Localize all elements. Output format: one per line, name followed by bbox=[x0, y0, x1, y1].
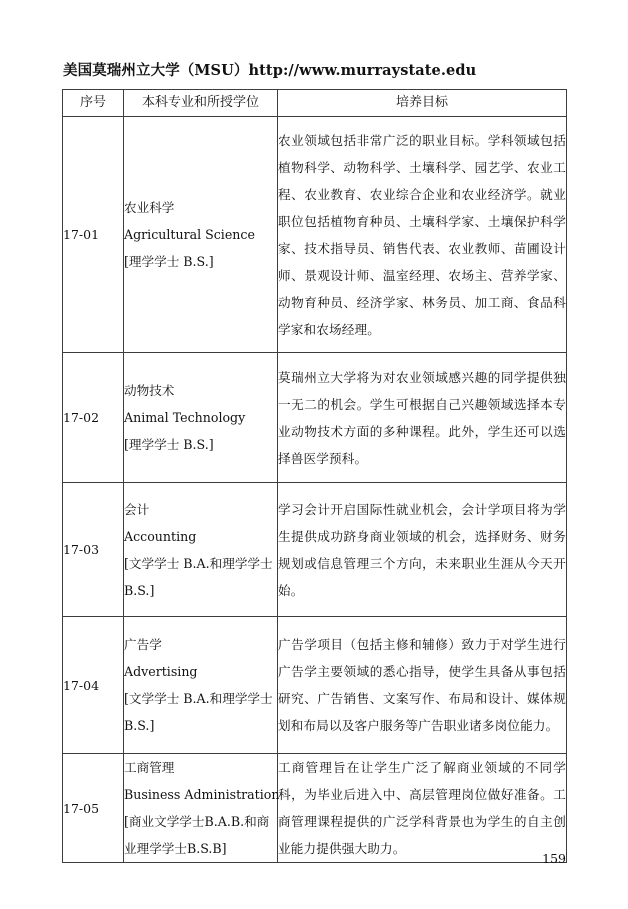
cell-major bbox=[124, 483, 278, 617]
major-name-en: Business Administration bbox=[124, 787, 280, 802]
cell-serial-number: 17-03 bbox=[63, 483, 124, 617]
goal-text: 农业领域包括非常广泛的职业目标。学科领域包括植物科学、动物科学、土壤科学、园艺学、农业工程、农业教育、农业综合企业和农业经济学。就业职位包括植物育种员、土壤科学家、土壤保护科学家、技术指导员、销售代表、农业教师、苗圃设计师、景观设计师、温室经理、农场主、营养学家、动物育种员、经济学家、林务员、加工商、食品科学家和农场经理。 bbox=[278, 132, 566, 337]
major-degree: [文学学士 B.A.和理学学士B.S.] bbox=[124, 691, 273, 733]
goal-text: 莫瑞州立大学将为对农业领域感兴趣的同学提供独一无二的机会。学生可根据自己兴趣领域选择本专业动物技术方面的多种课程。此外，学生还可以选择兽医学预科。 bbox=[278, 369, 566, 466]
major-name-cn: 动物技术 bbox=[124, 383, 175, 398]
major-name-cn: 广告学 bbox=[124, 637, 162, 652]
cell-major bbox=[124, 617, 278, 754]
page-title: 美国莫瑞州立大学（MSU）http://www.murraystate.edu bbox=[63, 62, 477, 79]
major-name-cn: 工商管理 bbox=[124, 760, 175, 775]
major-name-en: Advertising bbox=[124, 664, 198, 679]
major-name-en: Animal Technology bbox=[124, 410, 246, 425]
cell-serial-number: 17-01 bbox=[63, 117, 124, 353]
major-degree: [文学学士 B.A.和理学学士B.S.] bbox=[124, 555, 273, 598]
cell-major bbox=[124, 353, 278, 483]
goal-text: 工商管理旨在让学生广泛了解商业领域的不同学科，为毕业后进入中、高层管理岗位做好准备。工商管理课程提供的广泛学科背景也为学生的自主创业能力提供强大助力。 bbox=[278, 760, 566, 856]
major-name-cn: 农业科学 bbox=[124, 200, 175, 215]
cell-serial-number: 17-04 bbox=[63, 617, 124, 754]
column-header-no: 序号 bbox=[63, 90, 124, 117]
cell-serial-number: 17-02 bbox=[63, 353, 124, 483]
major-degree: [理学学士 B.S.] bbox=[124, 437, 214, 452]
major-name-en: Agricultural Science bbox=[124, 227, 255, 242]
column-header-goal: 培养目标 bbox=[278, 90, 567, 117]
column-header-major: 本科专业和所授学位 bbox=[124, 90, 278, 117]
table-row bbox=[63, 754, 567, 863]
table-header-row bbox=[63, 90, 567, 117]
page-number: 159 bbox=[542, 851, 566, 866]
cell-goal bbox=[278, 483, 567, 617]
cell-goal bbox=[278, 353, 567, 483]
table-row bbox=[63, 617, 567, 754]
table-row bbox=[63, 353, 567, 483]
cell-goal bbox=[278, 617, 567, 754]
majors-table bbox=[62, 89, 567, 863]
cell-goal bbox=[278, 117, 567, 353]
major-degree: [商业文学学士B.A.B.和商业理学学士B.S.B] bbox=[124, 814, 270, 856]
major-degree: [理学学士 B.S.] bbox=[124, 254, 214, 269]
cell-major bbox=[124, 117, 278, 353]
major-name-cn: 会计 bbox=[124, 501, 150, 517]
goal-text: 广告学项目（包括主修和辅修）致力于对学生进行广告学主要领域的悉心指导，使学生具备从事包括研究、广告销售、文案写作、布局和设计、媒体规划和布局以及客户服务等广告职业诸多岗位能力。 bbox=[278, 637, 566, 733]
table-row bbox=[63, 117, 567, 353]
cell-serial-number: 17-05 bbox=[63, 754, 124, 863]
cell-major bbox=[124, 754, 278, 863]
cell-goal bbox=[278, 754, 567, 863]
goal-text: 学习会计开启国际性就业机会，会计学项目将为学生提供成功跻身商业领域的机会，选择财务、财务规划或信息管理三个方向，未来职业生涯从今天开始。 bbox=[278, 501, 566, 598]
major-name-en: Accounting bbox=[124, 528, 197, 544]
table-row bbox=[63, 483, 567, 617]
